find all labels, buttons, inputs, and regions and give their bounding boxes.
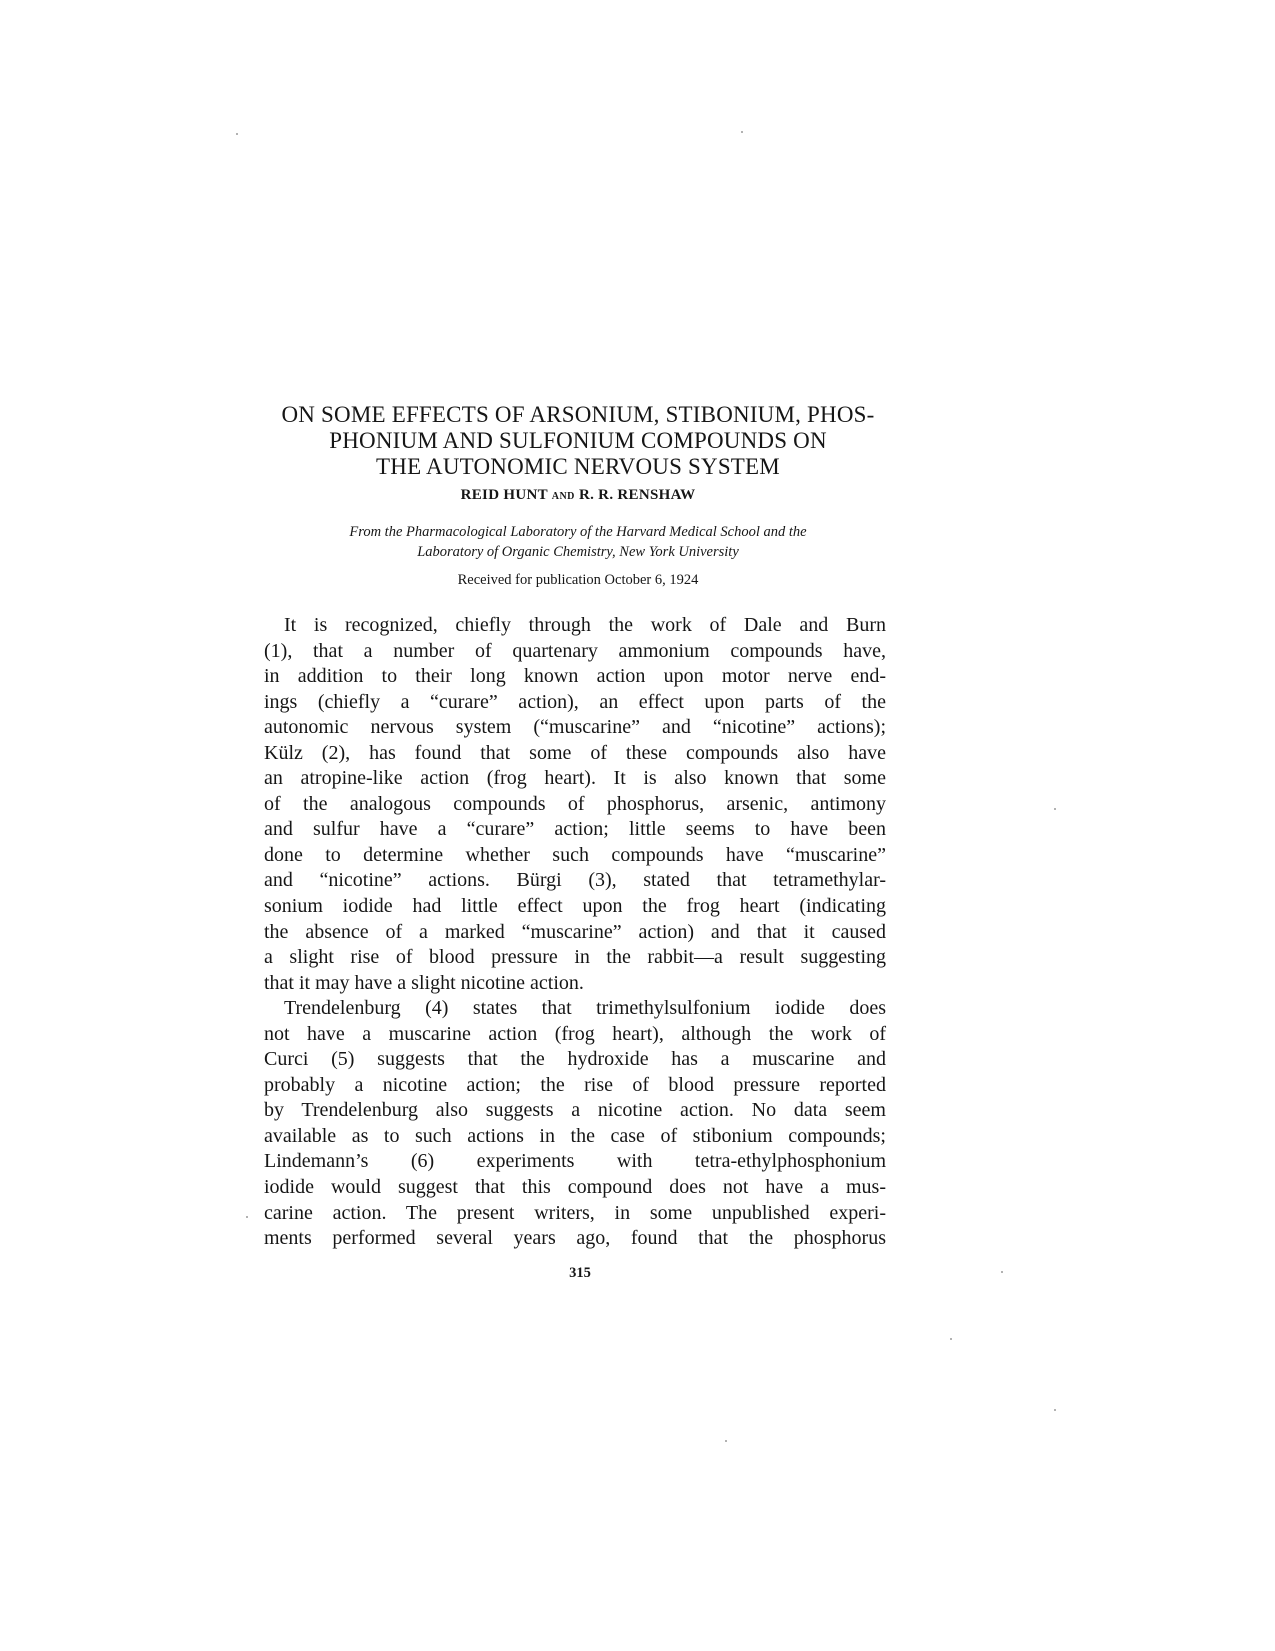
scan-speck [1054,808,1056,810]
text-line: that it may have a slight nicotine action. [264,971,584,994]
text-line: probably a nicotine action; the rise of blood pressure reported [264,1073,886,1096]
text-line: It is recognized, chiefly through the work of Dale and Burn [284,614,886,636]
text-line: a slight rise of blood pressure in the rabbit—a result suggesting [264,946,886,969]
text-line: Lindemann’s (6) experiments with tetra-ethylphosphonium [264,1150,886,1173]
text-line: of the analogous compounds of phosphorus, arsenic, antimony [264,792,886,815]
text-line: an atropine-like action (frog heart). It is also known that some [264,767,886,790]
scan-speck [246,1216,248,1218]
scan-speck [1001,1271,1003,1273]
author-conjunction: AND [551,491,575,502]
title-line: THE AUTONOMIC NERVOUS SYSTEM [376,454,780,479]
article-title [260,402,896,480]
scan-speck [741,131,743,133]
scan-speck [236,133,238,135]
body-paragraph [264,996,886,1251]
author-line [260,487,896,504]
text-line: Trendelenburg (4) states that trimethylsulfonium iodide does [284,997,886,1020]
title-line: ON SOME EFFECTS OF ARSONIUM, STIBONIUM, PHOS- [281,402,875,427]
text-line: Külz (2), has found that some of these compounds also have [264,741,886,764]
affiliation [260,522,896,562]
text-line: the absence of a marked “muscarine” action) and that it caused [264,920,886,943]
text-line: sonium iodide had little effect upon the frog heart (indicating [264,895,886,918]
affiliation-line: From the Pharmacological Laboratory of the Harvard Medical School and the [349,524,807,540]
title-line: PHONIUM AND SULFONIUM COMPOUNDS ON [329,428,827,453]
article-body [264,613,886,1252]
text-line: not have a muscarine action (frog heart), although the work of [264,1022,886,1045]
scan-speck [950,1338,952,1340]
author-name: REID HUNT [460,487,548,503]
text-line: done to determine whether such compounds have “muscarine” [264,843,886,866]
text-line: carine action. The present writers, in some unpublished experi- [264,1201,886,1224]
text-line: iodide would suggest that this compound does not have a mus- [264,1176,886,1199]
body-paragraph [264,613,886,996]
text-line: autonomic nervous system (“muscarine” and “nicotine” actions); [264,716,886,739]
page-number: 315 [569,1265,591,1281]
text-line: and sulfur have a “curare” action; little seems to have been [264,818,886,841]
text-line: Curci (5) suggests that the hydroxide has a muscarine and [264,1048,886,1071]
affiliation-line: Laboratory of Organic Chemistry, New York University [417,544,739,560]
author-name: R. R. RENSHAW [578,487,696,503]
text-line: ings (chiefly a “curare” action), an effect upon parts of the [264,690,886,713]
text-line: by Trendelenburg also suggests a nicotine action. No data seem [264,1099,886,1122]
text-line: available as to such actions in the case of stibonium compounds; [264,1124,886,1147]
scan-speck [725,1440,727,1442]
received-date: Received for publication October 6, 1924 [457,572,699,588]
text-line: (1), that a number of quartenary ammonium compounds have, [264,639,886,662]
text-line: and “nicotine” actions. Bürgi (3), stated that tetramethylar- [264,869,886,892]
scan-speck [1054,1409,1056,1411]
text-line: in addition to their long known action upon motor nerve end- [264,665,886,688]
text-line: ments performed several years ago, found that the phosphorus [264,1227,886,1250]
